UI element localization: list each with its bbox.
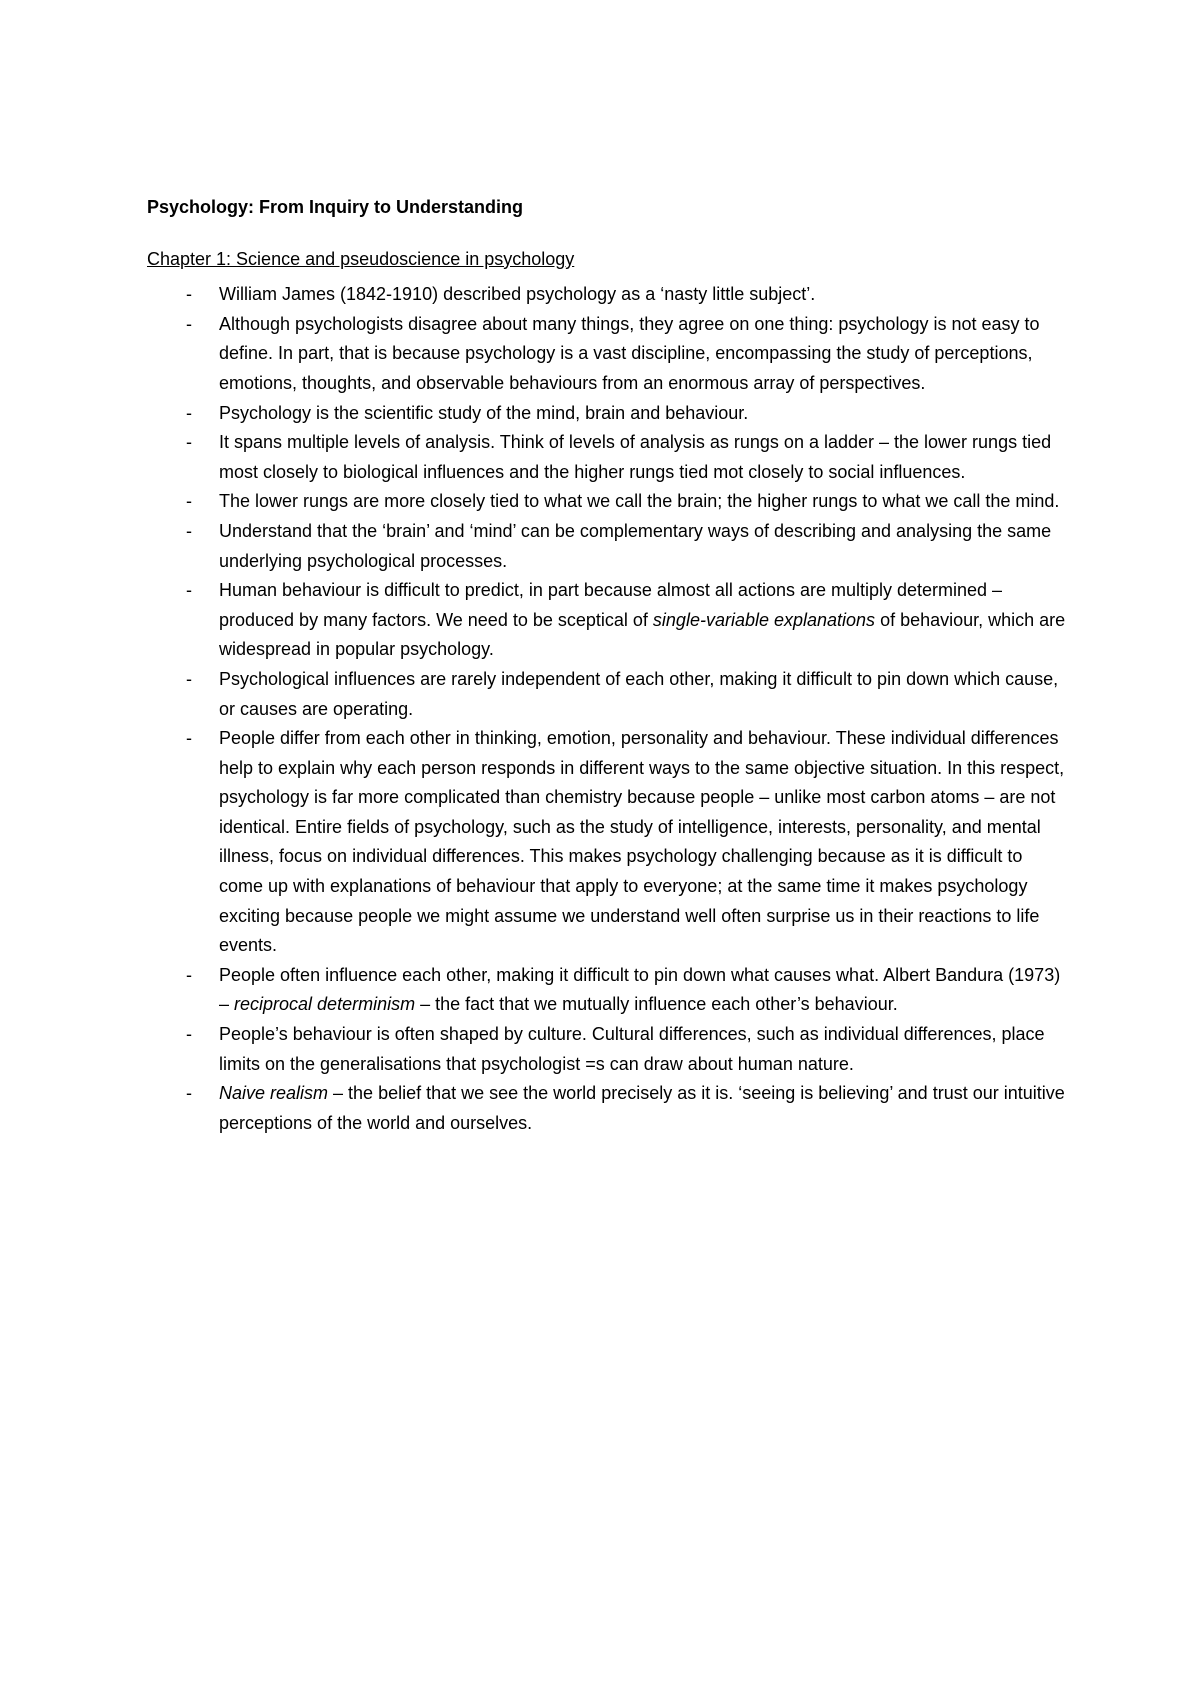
list-item-text: William James (1842-1910) described psychology as a ‘nasty little subject’. (219, 284, 816, 305)
list-item (147, 517, 1067, 576)
list-item-text: Understand that the ‘brain’ and ‘mind’ can be complementary ways of describing and analysing the same underlying psychological processes. (219, 520, 1052, 571)
list-item (147, 487, 1067, 517)
list-item-text: It spans multiple levels of analysis. Think of levels of analysis as rungs on a ladder – the lower rungs tied most closely to biological influences and the higher rungs tied mot closely to social influences. (219, 432, 1052, 482)
bullet-marker: - (186, 402, 192, 423)
list-item (147, 280, 1067, 310)
list-item (147, 724, 1067, 961)
list-item-text: Psychology is the scientific study of the mind, brain and behaviour. (219, 402, 749, 423)
bullet-marker: - (186, 491, 192, 512)
bullet-marker: - (186, 964, 192, 985)
bullet-marker: - (186, 284, 192, 305)
bullet-marker: - (186, 668, 192, 689)
bullet-marker: - (186, 520, 192, 541)
list-item-text (219, 965, 1060, 1015)
bullet-marker: - (186, 313, 192, 334)
list-item-text-post: – the belief that we see the world precisely as it is. ‘seeing is believing’ and trust our intuitive perceptions of the world and ourselves. (219, 1083, 1065, 1133)
list-item (147, 1079, 1067, 1138)
list-item-text: The lower rungs are more closely tied to what we call the brain; the higher rungs to what we call the mind. (219, 491, 1060, 512)
italic-term: single-variable explanations (652, 609, 876, 630)
list-item-text-post: of behaviour, which are widespread in popular psychology. (219, 609, 1066, 660)
document-title: Psychology: From Inquiry to Understanding (147, 197, 524, 217)
list-item (147, 576, 1067, 665)
list-item-text: People’s behaviour is often shaped by culture. Cultural differences, such as individual differences, place limits on the generalisations that psychologist =s can draw about human nature. (219, 1024, 1045, 1074)
italic-term: reciprocal determinism (234, 994, 416, 1015)
document-body (147, 193, 1067, 1138)
bullet-marker: - (186, 1083, 192, 1104)
list-item-text: Although psychologists disagree about many things, they agree on one thing: psychology is not easy to define. In part, that is because psychology is a vast discipline, encompassing the study of perceptions, emotions, thoughts, and observable behaviours from an enormous array of perspectives. (219, 313, 1040, 393)
list-item (147, 665, 1067, 724)
list-item (147, 428, 1067, 487)
bullet-marker: - (186, 580, 192, 601)
bullet-marker: - (186, 432, 192, 453)
list-item-text (219, 580, 1065, 659)
list-item (147, 399, 1067, 429)
list-item-text-pre: Human behaviour is difficult to predict, in part because almost all actions are multiply determined – produced by many factors. We need to be sceptical of (219, 580, 1003, 630)
chapter-heading: Chapter 1: Science and pseudoscience in psychology (147, 248, 575, 269)
list-item-text (219, 1083, 1065, 1133)
list-item-text: People differ from each other in thinking, emotion, personality and behaviour. These individual differences help to explain why each person responds in different ways to the same objective situation. In this respect, psychology is far more complicated than chemistry because people – unlike most carbon atoms – are not identical. Entire fields of psychology, such as the study of intelligence, interests, personality, and mental illness, focus on individual differences. This makes psychology challenging because as it is difficult to come up with explanations of behaviour that apply to everyone; at the same time it makes psychology exciting because people we might assume we understand well often surprise us in their reactions to life events. (219, 728, 1065, 956)
list-item-text: Psychological influences are rarely independent of each other, making it difficult to pin down which cause, or causes are operating. (219, 668, 1059, 719)
list-item (147, 961, 1067, 1020)
list-item-text-pre: People often influence each other, making it difficult to pin down what causes what. Albert Bandura (1973) – (219, 964, 1061, 1015)
bullet-list (147, 280, 1067, 1138)
bullet-marker: - (186, 728, 192, 749)
bullet-marker: - (186, 1024, 192, 1045)
italic-term: Naive realism (219, 1083, 329, 1104)
list-item (147, 1020, 1067, 1079)
list-item-text-post: – the fact that we mutually influence each other’s behaviour. (415, 994, 898, 1015)
list-item (147, 310, 1067, 399)
